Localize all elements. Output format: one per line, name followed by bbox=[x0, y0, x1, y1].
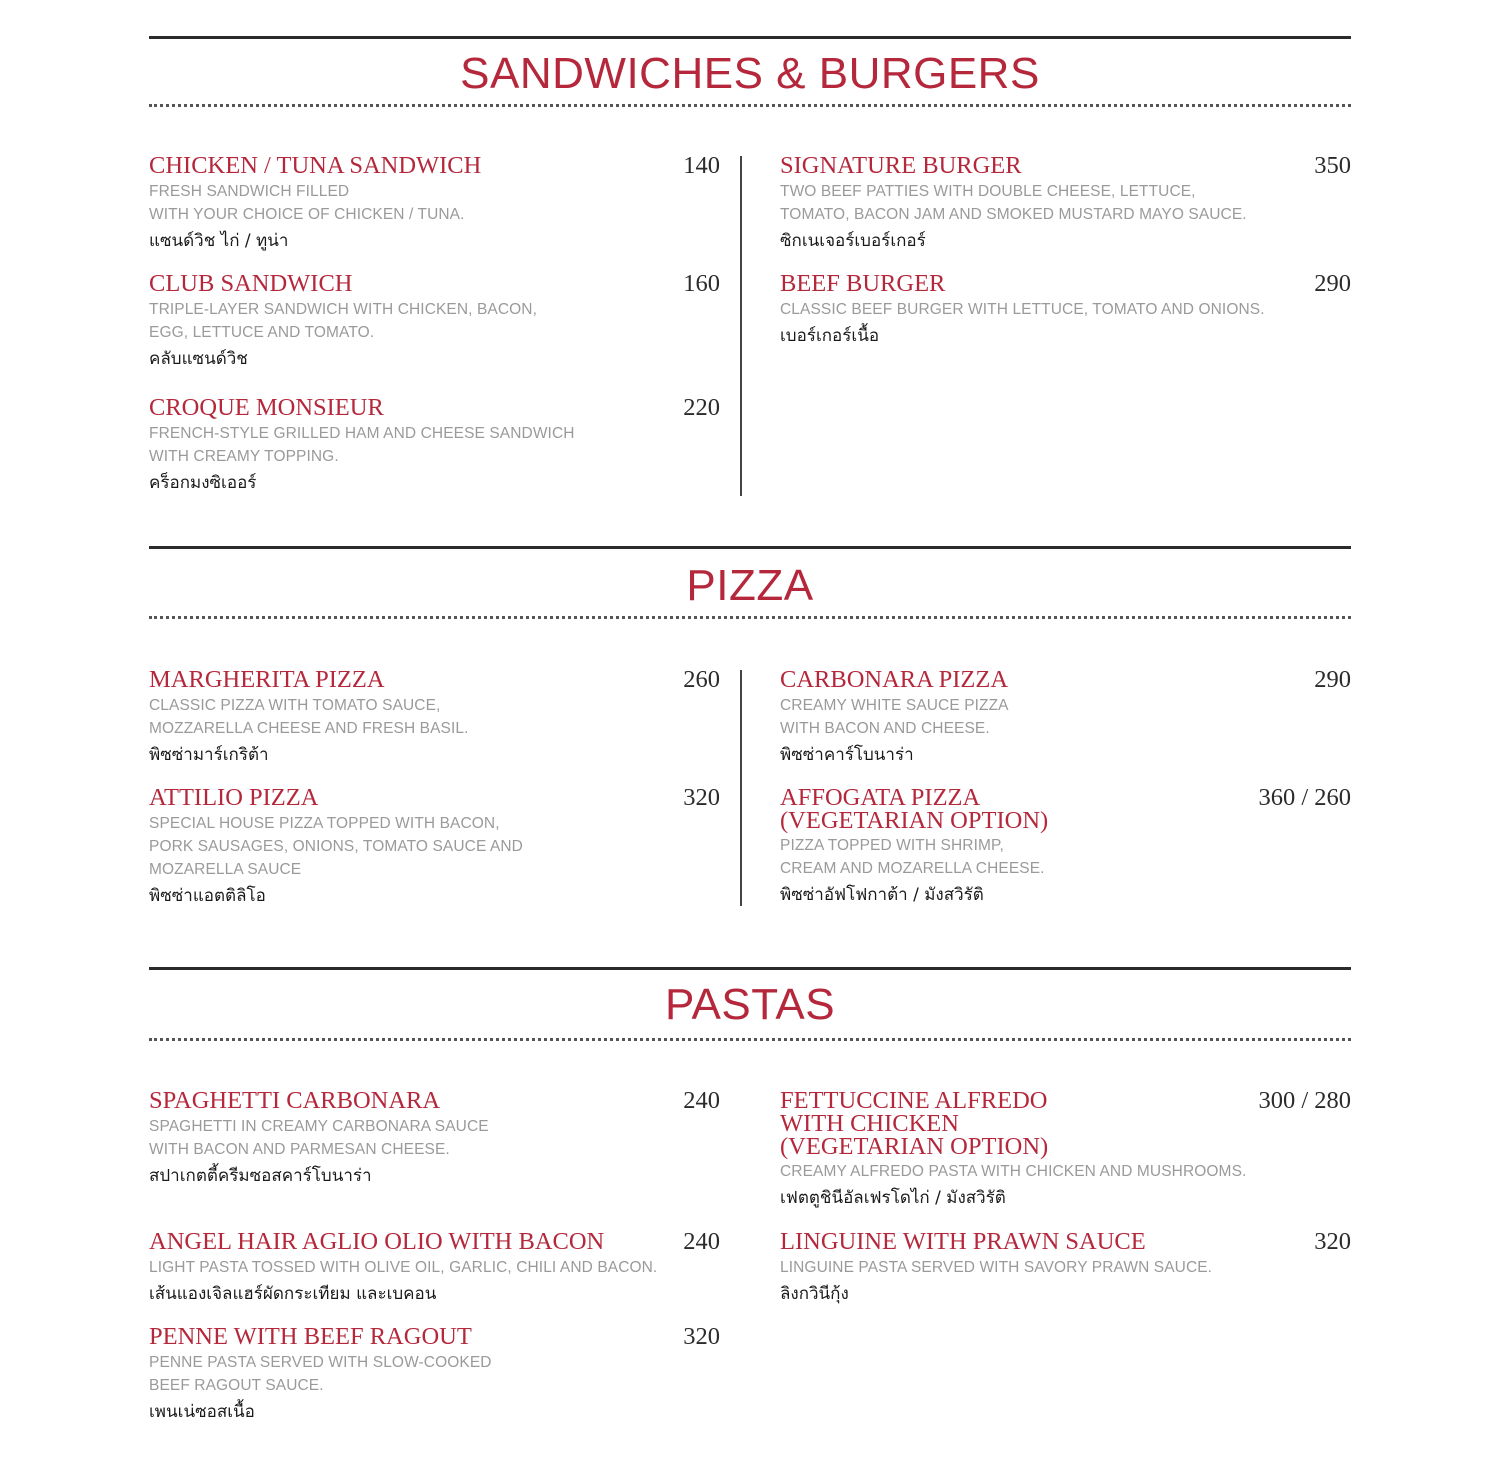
item-price: 320 bbox=[683, 1323, 720, 1350]
item-price: 320 bbox=[1314, 1228, 1351, 1255]
menu-item bbox=[780, 272, 1351, 349]
item-name: AFFOGATA PIZZA (VEGETARIAN OPTION) bbox=[780, 784, 1049, 834]
item-price: 160 bbox=[683, 270, 720, 297]
menu-item bbox=[149, 1325, 720, 1425]
item-description: CLASSIC BEEF BURGER WITH LETTUCE, TOMATO AND ONIONS. bbox=[780, 301, 1265, 318]
menu-item bbox=[149, 1230, 720, 1307]
item-name: ATTILIO PIZZA bbox=[149, 784, 319, 811]
item-name: CLUB SANDWICH bbox=[149, 270, 353, 297]
item-thai-name: พิซซ่าคาร์โบนาร่า bbox=[780, 745, 914, 765]
item-thai-name: พิซซ่าอัฟโฟกาต้า / มังสวิรัติ bbox=[780, 885, 984, 905]
item-description: CLASSIC PIZZA WITH TOMATO SAUCE, MOZZARELLA CHEESE AND FRESH BASIL. bbox=[149, 697, 469, 737]
item-description: PIZZA TOPPED WITH SHRIMP, CREAM AND MOZARELLA CHEESE. bbox=[780, 837, 1045, 877]
item-thai-name: คลับแซนด์วิช bbox=[149, 349, 248, 369]
menu-item bbox=[780, 668, 1351, 768]
item-thai-name: ลิงกวินีกุ้ง bbox=[780, 1284, 849, 1304]
item-description: SPECIAL HOUSE PIZZA TOPPED WITH BACON, PORK SAUSAGES, ONIONS, TOMATO SAUCE AND MOZARELLA SAUCE bbox=[149, 815, 523, 878]
menu-item bbox=[149, 272, 720, 372]
dotted-separator bbox=[149, 1038, 1351, 1041]
section-top-rule bbox=[149, 967, 1351, 970]
menu-item bbox=[149, 668, 720, 768]
item-name: MARGHERITA PIZZA bbox=[149, 666, 385, 693]
item-price: 260 bbox=[683, 666, 720, 693]
item-thai-name: ซิกเนเจอร์เบอร์เกอร์ bbox=[780, 231, 926, 251]
item-description: PENNE PASTA SERVED WITH SLOW-COOKED BEEF RAGOUT SAUCE. bbox=[149, 1354, 492, 1394]
item-description: SPAGHETTI IN CREAMY CARBONARA SAUCE WITH BACON AND PARMESAN CHEESE. bbox=[149, 1118, 489, 1158]
menu-item bbox=[149, 1089, 720, 1189]
section-title: PASTAS bbox=[664, 980, 836, 1029]
menu-item bbox=[780, 1230, 1351, 1307]
item-name: BEEF BURGER bbox=[780, 270, 946, 297]
item-price: 350 bbox=[1314, 152, 1351, 179]
item-price: 290 bbox=[1314, 666, 1351, 693]
column-divider bbox=[740, 670, 742, 906]
item-name: FETTUCCINE ALFREDO WITH CHICKEN (VEGETARIAN OPTION) bbox=[780, 1087, 1049, 1160]
column-divider bbox=[740, 156, 742, 496]
menu-item bbox=[780, 1089, 1351, 1211]
menu-item bbox=[780, 786, 1351, 908]
item-thai-name: สปาเกตตี้ครีมซอสคาร์โบนาร่า bbox=[149, 1166, 372, 1186]
section-top-rule bbox=[149, 546, 1351, 549]
item-thai-name: พิซซ่ามาร์เกริต้า bbox=[149, 745, 269, 765]
item-thai-name: คร็อกมงซิเออร์ bbox=[149, 473, 257, 493]
menu-item bbox=[149, 154, 720, 254]
item-thai-name: เพนเน่ซอสเนื้อ bbox=[149, 1402, 255, 1422]
item-description: TWO BEEF PATTIES WITH DOUBLE CHEESE, LETTUCE, TOMATO, BACON JAM AND SMOKED MUSTARD MAYO SAUCE. bbox=[780, 183, 1247, 223]
item-price: 300 / 280 bbox=[1258, 1087, 1351, 1114]
section-title: SANDWICHES & BURGERS bbox=[460, 49, 1040, 98]
item-description: LINGUINE PASTA SERVED WITH SAVORY PRAWN SAUCE. bbox=[780, 1259, 1213, 1276]
item-name: SIGNATURE BURGER bbox=[780, 152, 1022, 179]
item-thai-name: เบอร์เกอร์เนื้อ bbox=[780, 326, 880, 346]
item-thai-name: เส้นแองเจิลแฮร์ผัดกระเทียม และเบคอน bbox=[149, 1284, 437, 1304]
item-thai-name: พิซซ่าแอตติลิโอ bbox=[149, 886, 266, 906]
item-description: LIGHT PASTA TOSSED WITH OLIVE OIL, GARLIC, CHILI AND BACON. bbox=[149, 1259, 658, 1276]
item-price: 360 / 260 bbox=[1258, 784, 1351, 811]
item-description: CREAMY ALFREDO PASTA WITH CHICKEN AND MUSHROOMS. bbox=[780, 1163, 1247, 1180]
item-description: FRESH SANDWICH FILLED WITH YOUR CHOICE OF CHICKEN / TUNA. bbox=[149, 183, 465, 223]
item-name: CHICKEN / TUNA SANDWICH bbox=[149, 152, 482, 179]
item-price: 320 bbox=[683, 784, 720, 811]
item-price: 240 bbox=[683, 1087, 720, 1114]
item-price: 290 bbox=[1314, 270, 1351, 297]
item-name: LINGUINE WITH PRAWN SAUCE bbox=[780, 1228, 1146, 1255]
item-price: 140 bbox=[683, 152, 720, 179]
item-thai-name: เฟตตูชินีอัลเฟรโดไก่ / มังสวิรัติ bbox=[780, 1188, 1006, 1208]
item-name: CROQUE MONSIEUR bbox=[149, 394, 384, 421]
menu-item bbox=[149, 786, 720, 909]
item-description: CREAMY WHITE SAUCE PIZZA WITH BACON AND CHEESE. bbox=[780, 697, 1009, 737]
menu-item bbox=[780, 154, 1351, 254]
dotted-separator bbox=[149, 616, 1351, 619]
section-title: PIZZA bbox=[686, 561, 814, 610]
item-thai-name: แซนด์วิช ไก่ / ทูน่า bbox=[149, 231, 289, 251]
section-top-rule bbox=[149, 36, 1351, 39]
menu-item bbox=[149, 396, 720, 496]
item-description: TRIPLE-LAYER SANDWICH WITH CHICKEN, BACON, EGG, LETTUCE AND TOMATO. bbox=[149, 301, 538, 341]
item-description: FRENCH-STYLE GRILLED HAM AND CHEESE SANDWICH WITH CREAMY TOPPING. bbox=[149, 425, 575, 465]
item-name: PENNE WITH BEEF RAGOUT bbox=[149, 1323, 472, 1350]
item-price: 240 bbox=[683, 1228, 720, 1255]
item-name: SPAGHETTI CARBONARA bbox=[149, 1087, 441, 1114]
dotted-separator bbox=[149, 104, 1351, 107]
item-name: ANGEL HAIR AGLIO OLIO WITH BACON bbox=[149, 1228, 605, 1255]
item-price: 220 bbox=[683, 394, 720, 421]
item-name: CARBONARA PIZZA bbox=[780, 666, 1009, 693]
